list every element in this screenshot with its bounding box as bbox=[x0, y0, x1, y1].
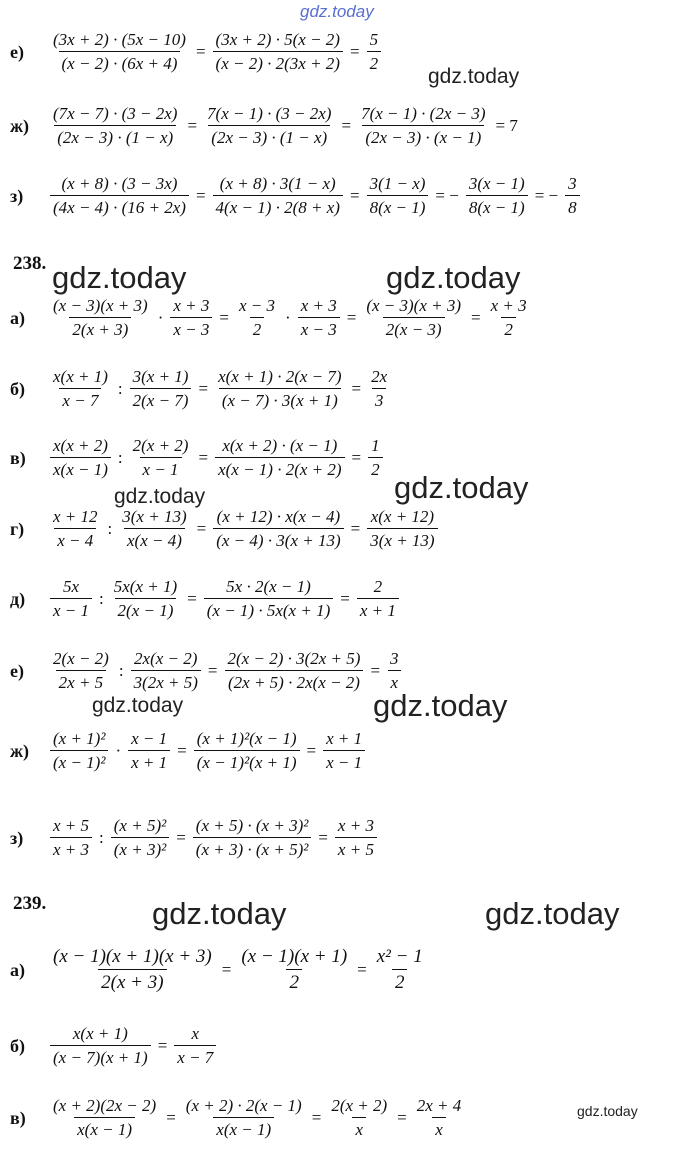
operator: = 7 bbox=[495, 116, 518, 135]
denominator: 2 bbox=[286, 969, 302, 994]
numerator: 3 bbox=[568, 174, 577, 193]
operator: = bbox=[198, 448, 209, 467]
numerator: 2x(x − 2) bbox=[134, 649, 198, 668]
numerator: 5x · 2(x − 1) bbox=[226, 577, 311, 596]
numerator: 2(x − 2) · 3(2x + 5) bbox=[227, 649, 361, 668]
numerator: x + 3 bbox=[173, 296, 210, 315]
numerator: (x − 3)(x + 3) bbox=[53, 296, 148, 315]
fraction bbox=[225, 649, 364, 693]
equation-row bbox=[0, 174, 582, 218]
equation-row bbox=[0, 507, 440, 551]
fraction bbox=[466, 174, 528, 218]
fraction bbox=[50, 436, 111, 480]
equation-row bbox=[0, 816, 379, 860]
numerator: (x − 3)(x + 3) bbox=[366, 296, 461, 315]
numerator: x + 12 bbox=[53, 507, 98, 526]
fraction bbox=[174, 1024, 216, 1068]
numerator: 5 bbox=[369, 30, 379, 49]
numerator: 7(x − 1) · (2x − 3) bbox=[361, 104, 486, 123]
operator: = bbox=[207, 661, 218, 680]
operator: : bbox=[118, 661, 124, 680]
denominator: x + 3 bbox=[50, 837, 92, 860]
fraction bbox=[50, 577, 92, 621]
denominator: (2x − 3) · (1 − x) bbox=[54, 125, 176, 148]
fraction bbox=[119, 507, 189, 551]
numerator: x(x + 1) bbox=[72, 1024, 128, 1043]
item-label: з) bbox=[10, 827, 24, 848]
equation-row bbox=[0, 436, 385, 480]
denominator: x − 3 bbox=[170, 317, 212, 340]
watermark: gdz.today bbox=[373, 688, 508, 723]
numerator: (x − 1)(x + 1)(x + 3) bbox=[53, 946, 212, 967]
denominator: x bbox=[352, 1117, 366, 1140]
operator: = bbox=[346, 308, 357, 327]
numerator: x − 3 bbox=[238, 296, 276, 315]
fraction bbox=[358, 104, 488, 148]
numerator: (7x − 7) · (3 − 2x) bbox=[53, 104, 178, 123]
numerator: x + 3 bbox=[490, 296, 527, 315]
numerator: (x + 1)² bbox=[53, 729, 106, 748]
operator: = bbox=[221, 960, 232, 979]
operator: = bbox=[187, 589, 197, 608]
item-label: г) bbox=[10, 518, 25, 539]
fraction bbox=[131, 649, 201, 693]
numerator: 2(x − 2) bbox=[53, 649, 109, 668]
operator: = bbox=[349, 186, 360, 205]
fraction bbox=[213, 507, 343, 551]
denominator: x bbox=[388, 670, 402, 693]
operator: · bbox=[115, 741, 122, 760]
item-label: е) bbox=[10, 660, 24, 681]
numerator: x bbox=[191, 1024, 200, 1043]
fraction bbox=[213, 174, 343, 218]
section-number-238: 238. bbox=[13, 253, 47, 274]
fraction bbox=[565, 174, 580, 218]
numerator: x + 5 bbox=[53, 816, 90, 835]
header-watermark: gdz.today bbox=[300, 2, 374, 21]
fraction bbox=[50, 507, 101, 551]
denominator: x − 1 bbox=[50, 598, 92, 621]
denominator: (x − 1) · 5x(x + 1) bbox=[204, 598, 333, 621]
denominator: 2 bbox=[250, 317, 265, 340]
fraction bbox=[128, 729, 170, 773]
numerator: (x + 1)²(x − 1) bbox=[196, 729, 297, 748]
numerator: (x + 2)(2x − 2) bbox=[53, 1096, 157, 1115]
denominator: 4(x − 1) · 2(8 + x) bbox=[213, 195, 343, 218]
equation-row bbox=[0, 948, 428, 992]
fraction bbox=[193, 816, 312, 860]
denominator: x(x − 1) bbox=[50, 457, 111, 480]
equation-row bbox=[0, 296, 532, 340]
numerator: 3(1 − x) bbox=[369, 174, 426, 193]
numerator: x(x + 1) · 2(x − 7) bbox=[218, 367, 342, 386]
denominator: 2x + 5 bbox=[56, 670, 107, 693]
numerator: (x + 8) · (3 − 3x) bbox=[61, 174, 178, 193]
denominator: (x − 2) · 2(3x + 2) bbox=[213, 51, 343, 74]
denominator: x − 1 bbox=[323, 750, 365, 773]
numerator: x + 1 bbox=[326, 729, 363, 748]
denominator: (x − 7)(x + 1) bbox=[50, 1045, 151, 1068]
item-label: а) bbox=[10, 959, 25, 980]
numerator: 3(x − 1) bbox=[468, 174, 525, 193]
operator: : bbox=[107, 519, 113, 538]
numerator: x − 1 bbox=[131, 729, 168, 748]
fraction bbox=[374, 946, 426, 994]
fraction bbox=[298, 296, 340, 340]
operator: = bbox=[187, 116, 198, 135]
fraction bbox=[213, 30, 343, 74]
fraction bbox=[50, 1096, 159, 1140]
denominator: 2 bbox=[368, 457, 383, 480]
watermark: gdz.today bbox=[92, 694, 184, 717]
fraction bbox=[50, 649, 112, 693]
item-label: в) bbox=[10, 447, 26, 468]
denominator: 2(x + 3) bbox=[98, 969, 166, 994]
operator: = bbox=[196, 519, 207, 538]
fraction bbox=[130, 436, 192, 480]
operator: = bbox=[471, 308, 481, 327]
denominator: 3(x + 13) bbox=[367, 528, 437, 551]
fraction bbox=[50, 816, 92, 860]
item-label: в) bbox=[10, 1107, 26, 1128]
denominator: x(x − 4) bbox=[124, 528, 185, 551]
item-label: б) bbox=[10, 378, 25, 399]
fraction bbox=[50, 729, 108, 773]
denominator: (2x − 3) · (1 − x) bbox=[208, 125, 330, 148]
item-label: д) bbox=[10, 588, 26, 609]
equation-row bbox=[0, 367, 392, 411]
denominator: x − 3 bbox=[298, 317, 340, 340]
operator: : bbox=[99, 589, 104, 608]
watermark: gdz.today bbox=[152, 896, 287, 931]
equation-row bbox=[0, 1024, 218, 1068]
fraction bbox=[50, 367, 111, 411]
fraction bbox=[368, 436, 383, 480]
fraction bbox=[50, 30, 189, 74]
denominator: x(x − 1) · 2(x + 2) bbox=[215, 457, 344, 480]
denominator: 3(2x + 5) bbox=[131, 670, 201, 693]
operator: = − bbox=[435, 186, 459, 205]
denominator: x + 5 bbox=[335, 837, 377, 860]
denominator: (x − 1)² bbox=[50, 750, 108, 773]
fraction bbox=[130, 367, 192, 411]
operator: = bbox=[219, 308, 229, 327]
equation-row bbox=[0, 649, 404, 693]
numerator: 2(x + 2) bbox=[132, 436, 189, 455]
operator: = bbox=[195, 42, 206, 61]
item-label: ж) bbox=[10, 740, 30, 761]
fraction bbox=[236, 296, 278, 340]
operator: = bbox=[157, 1036, 168, 1055]
numerator: (3x + 2) · (5x − 10) bbox=[53, 30, 186, 49]
operator: = bbox=[397, 1108, 407, 1127]
denominator: x − 4 bbox=[54, 528, 96, 551]
operator: : bbox=[117, 448, 123, 467]
numerator: 2 bbox=[373, 577, 383, 596]
denominator: x(x − 1) bbox=[74, 1117, 135, 1140]
operator: = bbox=[340, 589, 350, 608]
watermark: gdz.today bbox=[394, 470, 529, 505]
item-label: е) bbox=[10, 41, 24, 62]
denominator: (x + 3) · (x + 5)² bbox=[193, 837, 312, 860]
numerator: 7(x − 1) · (3 − 2x) bbox=[207, 104, 332, 123]
equation-row bbox=[0, 30, 383, 74]
fraction bbox=[194, 729, 300, 773]
denominator: (x + 3)² bbox=[111, 837, 169, 860]
fraction bbox=[50, 1024, 151, 1068]
numerator: x(x + 2) bbox=[53, 436, 108, 455]
fraction bbox=[50, 174, 189, 218]
fraction bbox=[323, 729, 365, 773]
operator: = bbox=[177, 741, 187, 760]
fraction bbox=[111, 577, 180, 621]
denominator: 8(x − 1) bbox=[466, 195, 528, 218]
operator: = bbox=[351, 379, 362, 398]
operator: = bbox=[176, 828, 186, 847]
denominator: 8(x − 1) bbox=[367, 195, 429, 218]
denominator: x(x − 1) bbox=[213, 1117, 274, 1140]
operator: = bbox=[195, 186, 206, 205]
section-number-239: 239. bbox=[13, 893, 47, 914]
denominator: (2x − 3) · (x − 1) bbox=[362, 125, 484, 148]
numerator: 3(x + 13) bbox=[122, 507, 187, 526]
numerator: 5x(x + 1) bbox=[113, 577, 178, 596]
equation-row bbox=[0, 577, 401, 621]
watermark: gdz.today bbox=[52, 260, 187, 295]
denominator: x + 1 bbox=[357, 598, 399, 621]
watermark: gdz.today bbox=[386, 260, 521, 295]
operator: = bbox=[166, 1108, 176, 1127]
fraction bbox=[367, 507, 437, 551]
operator: = bbox=[311, 1108, 322, 1127]
numerator: 3 bbox=[390, 649, 399, 668]
watermark: gdz.today bbox=[428, 65, 520, 88]
fraction bbox=[50, 296, 151, 340]
denominator: 2 bbox=[367, 51, 382, 74]
operator: · bbox=[285, 308, 291, 327]
denominator: x − 7 bbox=[174, 1045, 216, 1068]
equation-row bbox=[0, 729, 367, 773]
fraction bbox=[204, 577, 333, 621]
numerator: x(x + 2) · (x − 1) bbox=[222, 436, 338, 455]
fraction bbox=[50, 104, 180, 148]
operator: = bbox=[349, 42, 360, 61]
denominator: (x − 1)²(x + 1) bbox=[194, 750, 300, 773]
fraction bbox=[363, 296, 464, 340]
operator: = − bbox=[534, 186, 559, 205]
fraction bbox=[111, 816, 169, 860]
numerator: 2x + 4 bbox=[416, 1096, 462, 1115]
fraction bbox=[488, 296, 530, 340]
numerator: (x + 12) · x(x − 4) bbox=[216, 507, 341, 526]
operator: : bbox=[117, 379, 123, 398]
operator: = bbox=[350, 519, 361, 538]
item-label: а) bbox=[10, 307, 25, 328]
denominator: x bbox=[432, 1117, 446, 1140]
numerator: (x + 2) · 2(x − 1) bbox=[185, 1096, 302, 1115]
operator: : bbox=[99, 828, 104, 847]
fraction bbox=[238, 946, 350, 994]
denominator: 2 bbox=[501, 317, 516, 340]
denominator: 2(x − 7) bbox=[130, 388, 192, 411]
fraction bbox=[170, 296, 212, 340]
fraction bbox=[368, 367, 390, 411]
denominator: 2(x + 3) bbox=[69, 317, 131, 340]
fraction bbox=[387, 649, 402, 693]
operator: = bbox=[341, 116, 352, 135]
denominator: (x − 7) · 3(x + 1) bbox=[219, 388, 341, 411]
numerator: (3x + 2) · 5(x − 2) bbox=[215, 30, 340, 49]
fraction bbox=[183, 1096, 305, 1140]
operator: = bbox=[198, 379, 209, 398]
numerator: (x + 5)² bbox=[113, 816, 167, 835]
fraction bbox=[50, 946, 215, 994]
operator: · bbox=[157, 308, 164, 327]
item-label: з) bbox=[10, 185, 24, 206]
denominator: (x − 2) · (6x + 4) bbox=[59, 51, 181, 74]
numerator: x + 3 bbox=[300, 296, 337, 315]
numerator: (x + 5) · (x + 3)² bbox=[195, 816, 309, 835]
operator: = bbox=[306, 741, 317, 760]
numerator: 2x bbox=[371, 367, 388, 386]
denominator: (2x + 5) · 2x(x − 2) bbox=[225, 670, 363, 693]
watermark: gdz.today bbox=[577, 1103, 638, 1119]
operator: = bbox=[318, 828, 328, 847]
fraction bbox=[414, 1096, 465, 1140]
fraction bbox=[367, 174, 429, 218]
operator: = bbox=[357, 960, 367, 979]
fraction bbox=[204, 104, 334, 148]
denominator: 8 bbox=[565, 195, 580, 218]
denominator: x − 1 bbox=[140, 457, 182, 480]
denominator: (4x − 4) · (16 + 2x) bbox=[50, 195, 189, 218]
denominator: 2 bbox=[392, 969, 408, 994]
equation-row bbox=[0, 104, 523, 148]
denominator: x + 1 bbox=[128, 750, 170, 773]
numerator: x² − 1 bbox=[376, 946, 423, 967]
numerator: 3(x + 1) bbox=[132, 367, 189, 386]
fraction bbox=[215, 436, 344, 480]
denominator: 2(x − 1) bbox=[115, 598, 177, 621]
numerator: 5x bbox=[62, 577, 80, 596]
numerator: 1 bbox=[371, 436, 380, 455]
numerator: (x + 8) · 3(1 − x) bbox=[219, 174, 336, 193]
fraction bbox=[335, 816, 377, 860]
numerator: 2(x + 2) bbox=[331, 1096, 388, 1115]
fraction bbox=[328, 1096, 390, 1140]
operator: = bbox=[370, 661, 381, 680]
denominator: 3 bbox=[372, 388, 387, 411]
watermark: gdz.today bbox=[485, 896, 620, 931]
fraction bbox=[357, 577, 399, 621]
numerator: (x − 1)(x + 1) bbox=[241, 946, 348, 967]
item-label: ж) bbox=[10, 115, 30, 136]
denominator: 2(x − 3) bbox=[383, 317, 445, 340]
numerator: x + 3 bbox=[337, 816, 374, 835]
item-label: б) bbox=[10, 1035, 25, 1056]
numerator: x(x + 12) bbox=[370, 507, 435, 526]
numerator: x(x + 1) bbox=[53, 367, 108, 386]
watermark: gdz.today bbox=[114, 485, 206, 508]
operator: = bbox=[351, 448, 362, 467]
fraction bbox=[215, 367, 344, 411]
equation-row bbox=[0, 1096, 466, 1140]
denominator: (x − 4) · 3(x + 13) bbox=[213, 528, 343, 551]
fraction bbox=[367, 30, 382, 74]
denominator: x − 7 bbox=[59, 388, 101, 411]
